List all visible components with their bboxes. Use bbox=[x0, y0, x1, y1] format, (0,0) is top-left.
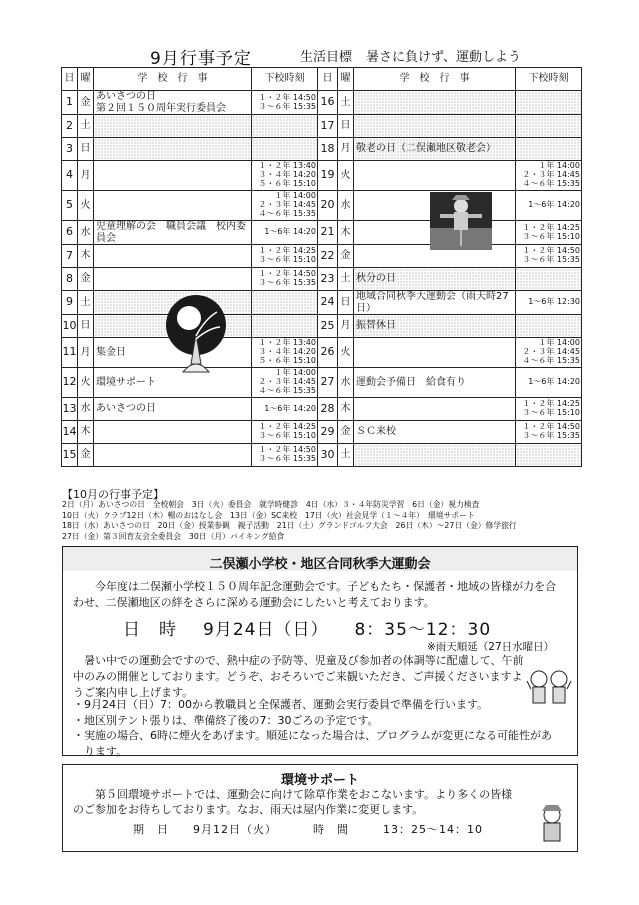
day-number: 21 bbox=[318, 221, 338, 245]
day-number: 9 bbox=[62, 291, 78, 315]
table-row bbox=[62, 161, 582, 191]
event-cell bbox=[354, 398, 516, 421]
table-row bbox=[62, 221, 582, 245]
event-cell: 敬老の日（二俣瀬地区敬老会） bbox=[354, 138, 516, 161]
monthly-goal bbox=[300, 46, 535, 65]
table-row bbox=[62, 398, 582, 421]
list-item: ・実施の場合、6時に煙火をあげます。順延になった場合は、プログラムが変更になる可能性があります。 bbox=[73, 729, 553, 758]
weekday: 水 bbox=[338, 368, 354, 398]
weekday: 火 bbox=[338, 161, 354, 191]
dismissal-time: １・２年 13:40 ３・４年 14:20 ５・６年 15:10 bbox=[252, 338, 318, 368]
list-item: ・地区別テント張りは、準備終了後の7：30ごろの予定です。 bbox=[73, 713, 379, 727]
weekday: 木 bbox=[78, 421, 94, 444]
table-row bbox=[62, 191, 582, 221]
event-cell: 児童理解の会 職員会議 校内委員会 bbox=[94, 221, 252, 245]
weekday: 月 bbox=[338, 315, 354, 338]
col-time: 下校時刻 bbox=[252, 68, 318, 91]
dismissal-time: １年 14:00 ２・３年 14:45 ４～６年 15:35 bbox=[252, 191, 318, 221]
dismissal-time bbox=[516, 315, 582, 338]
dismissal-time: 1～6年 12:30 bbox=[516, 291, 582, 315]
weekday: 日 bbox=[338, 291, 354, 315]
date-day: 9月24日（日） bbox=[203, 620, 329, 640]
day-number: 4 bbox=[62, 161, 78, 191]
day-number: 6 bbox=[62, 221, 78, 245]
weekday: 土 bbox=[338, 268, 354, 291]
event-cell bbox=[94, 245, 252, 268]
day-number: 7 bbox=[62, 245, 78, 268]
dismissal-time: 1～6年 14:20 bbox=[516, 368, 582, 398]
gardener-illustration bbox=[535, 803, 569, 847]
table-row bbox=[62, 115, 582, 138]
event-cell bbox=[94, 444, 252, 467]
event-cell bbox=[94, 191, 252, 221]
schedule-table bbox=[61, 67, 582, 467]
dismissal-time: 1～6年 14:20 bbox=[252, 221, 318, 245]
dismissal-time bbox=[252, 291, 318, 315]
dismissal-time bbox=[516, 268, 582, 291]
weekday: 木 bbox=[78, 245, 94, 268]
weekday: 日 bbox=[78, 315, 94, 338]
event-cell bbox=[94, 268, 252, 291]
weekday: 火 bbox=[78, 191, 94, 221]
dismissal-time: １・２年 14:25 ３～６年 15:10 bbox=[516, 221, 582, 245]
day-number: 10 bbox=[62, 315, 78, 338]
weekday: 金 bbox=[338, 245, 354, 268]
day-number: 22 bbox=[318, 245, 338, 268]
list-item: ・9月24日（日）7：00から教職員と全保護者、運動会実行委員で準備を行います。 bbox=[73, 698, 489, 711]
october-line: 18日（水）あいさつの日 20日（金）授業参観 親子活動 21日（土）グランドゴルフ大会 26日（木）～27日（金）修学旅行 bbox=[62, 521, 517, 530]
day-number: 5 bbox=[62, 191, 78, 221]
dismissal-time: １・２年 14:25 ３～６年 15:10 bbox=[252, 245, 318, 268]
scarecrow-illustration bbox=[430, 192, 492, 250]
event-cell bbox=[94, 138, 252, 161]
environment-body: 第５回環境サポートでは、運動会に向けて除草作業をおこないます。より多くの皆様のご参加をお待ちしております。なお、雨天は屋内作業に変更します。 bbox=[73, 788, 513, 816]
table-row bbox=[62, 338, 582, 368]
dismissal-time: １・２年 13:40 ３・４年 14:20 ５・６年 15:10 bbox=[252, 161, 318, 191]
goal-text: 暑さに負けず、運動しよう bbox=[366, 50, 521, 65]
event-cell: 地域合同秋季大運動会（雨天時27日） bbox=[354, 291, 516, 315]
weekday: 金 bbox=[78, 91, 94, 115]
event-cell: 集金日 bbox=[94, 338, 252, 368]
event-cell: 環境サポート bbox=[94, 368, 252, 398]
weekday: 日 bbox=[78, 138, 94, 161]
weekday: 金 bbox=[78, 268, 94, 291]
event-cell: 秋分の日 bbox=[354, 268, 516, 291]
dismissal-time: 1～6年 14:20 bbox=[252, 398, 318, 421]
dismissal-time bbox=[516, 138, 582, 161]
col-event: 学 校 行 事 bbox=[94, 68, 252, 91]
col-day: 日 bbox=[318, 68, 338, 91]
event-cell: 運動会予備日 給食有り bbox=[354, 368, 516, 398]
table-row bbox=[62, 368, 582, 398]
weekday: 火 bbox=[78, 368, 94, 398]
sports-day-bullets bbox=[73, 697, 553, 759]
weekday: 木 bbox=[338, 398, 354, 421]
day-number: 27 bbox=[318, 368, 338, 398]
weekday: 金 bbox=[78, 444, 94, 467]
day-number: 23 bbox=[318, 268, 338, 291]
event-cell: あいさつの日 bbox=[94, 398, 252, 421]
day-number: 11 bbox=[62, 338, 78, 368]
october-line: 10日（火）クラブ12日（木）暢のおはなし会 13日（金）SC来校 17日（火）社会見学（１～４年） 環境サポート bbox=[62, 510, 475, 520]
sports-day-intro: 今年度は二俣瀬小学校１５０周年記念運動会です。子どもたち・保護者・地域の皆様が力を合わせ、二俣瀬地区の絆をさらに深める運動会にしたいと考えております。 bbox=[73, 580, 557, 609]
event-cell bbox=[354, 444, 516, 467]
event-cell: 振替休日 bbox=[354, 315, 516, 338]
environment-support-notice bbox=[62, 764, 578, 852]
event-cell bbox=[354, 91, 516, 115]
dismissal-time bbox=[516, 91, 582, 115]
page-title: 9月行事予定 bbox=[150, 49, 252, 69]
weekday: 月 bbox=[78, 161, 94, 191]
dismissal-time: １年 14:00 ２・３年 14:45 ４～６年 15:35 bbox=[516, 338, 582, 368]
weekday: 日 bbox=[338, 115, 354, 138]
day-number: 16 bbox=[318, 91, 338, 115]
weekday: 木 bbox=[338, 221, 354, 245]
day-number: 18 bbox=[318, 138, 338, 161]
weekday: 土 bbox=[338, 91, 354, 115]
table-header bbox=[62, 68, 582, 91]
table-row bbox=[62, 421, 582, 444]
table-row bbox=[62, 138, 582, 161]
dismissal-time bbox=[516, 444, 582, 467]
table-row bbox=[62, 245, 582, 268]
day-number: 19 bbox=[318, 161, 338, 191]
table-row bbox=[62, 91, 582, 115]
day-number: 14 bbox=[62, 421, 78, 444]
day-number: 30 bbox=[318, 444, 338, 467]
dismissal-time: １・２年 14:50 ３～６年 15:35 bbox=[252, 444, 318, 467]
table-row bbox=[62, 291, 582, 315]
day-number: 28 bbox=[318, 398, 338, 421]
env-time-label: 時 間 bbox=[313, 823, 349, 836]
env-date-value: 9月12日（火） bbox=[193, 823, 277, 836]
weekday: 土 bbox=[338, 444, 354, 467]
dismissal-time bbox=[252, 115, 318, 138]
day-number: 15 bbox=[62, 444, 78, 467]
event-cell: あいさつの日 第２回１５０周年実行委員会 bbox=[94, 91, 252, 115]
dismissal-time bbox=[516, 115, 582, 138]
env-time-value: 13：25～14：10 bbox=[383, 823, 483, 836]
dismissal-time: １・２年 14:50 ３～６年 15:35 bbox=[252, 91, 318, 115]
col-weekday: 曜 bbox=[338, 68, 354, 91]
sports-day-body: 暑い中での運動会ですので、熱中症の予防等、児童及び参加者の体調等に配慮して、午前中のみの開催としております。どうぞ、おそろいでご来観いただき、ご声援くださいますようご案内申し上げます。 bbox=[73, 654, 524, 699]
col-event: 学 校 行 事 bbox=[354, 68, 516, 91]
weekday: 土 bbox=[78, 115, 94, 138]
event-cell bbox=[94, 161, 252, 191]
goal-label: 生活目標 bbox=[300, 50, 353, 65]
weekday: 金 bbox=[338, 421, 354, 444]
date-label: 日 時 bbox=[123, 620, 177, 640]
col-time: 下校時刻 bbox=[516, 68, 582, 91]
event-cell: ＳＣ来校 bbox=[354, 421, 516, 444]
dismissal-time: １・２年 14:25 ３～６年 15:10 bbox=[252, 421, 318, 444]
col-weekday: 曜 bbox=[78, 68, 94, 91]
cheering-kids-illustration bbox=[525, 665, 573, 713]
weekday: 月 bbox=[78, 338, 94, 368]
day-number: 2 bbox=[62, 115, 78, 138]
dismissal-time: １年 14:00 ２・３年 14:45 ４～６年 15:35 bbox=[252, 368, 318, 398]
weekday: 火 bbox=[338, 338, 354, 368]
col-day: 日 bbox=[62, 68, 78, 91]
october-line: 27日（金）第３回育友会全委員会 30日（月）バイキング給食 bbox=[62, 531, 285, 541]
event-cell bbox=[94, 115, 252, 138]
sports-day-notice bbox=[62, 546, 578, 756]
event-cell bbox=[354, 338, 516, 368]
environment-title: 環境サポート bbox=[280, 773, 359, 788]
weekday: 土 bbox=[78, 291, 94, 315]
day-number: 12 bbox=[62, 368, 78, 398]
day-number: 17 bbox=[318, 115, 338, 138]
event-cell bbox=[354, 161, 516, 191]
october-title: 【10月の行事予定】 bbox=[62, 488, 164, 501]
day-number: 3 bbox=[62, 138, 78, 161]
dismissal-time bbox=[252, 315, 318, 338]
weekday: 水 bbox=[338, 191, 354, 221]
event-cell bbox=[354, 115, 516, 138]
table-row bbox=[62, 315, 582, 338]
day-number: 24 bbox=[318, 291, 338, 315]
moon-illustration bbox=[165, 294, 227, 376]
weekday: 水 bbox=[78, 398, 94, 421]
day-number: 1 bbox=[62, 91, 78, 115]
day-number: 13 bbox=[62, 398, 78, 421]
rain-note: ※雨天順延（27日水曜日） bbox=[427, 641, 555, 653]
date-time: 8：35～12：30 bbox=[354, 620, 492, 640]
table-row bbox=[62, 268, 582, 291]
dismissal-time: １・２年 14:25 ３～６年 15:10 bbox=[516, 398, 582, 421]
day-number: 26 bbox=[318, 338, 338, 368]
dismissal-time bbox=[252, 138, 318, 161]
dismissal-time: １・２年 14:50 ３～６年 15:35 bbox=[252, 268, 318, 291]
day-number: 8 bbox=[62, 268, 78, 291]
event-cell bbox=[94, 421, 252, 444]
day-number: 29 bbox=[318, 421, 338, 444]
environment-schedule bbox=[133, 821, 483, 837]
sports-day-datetime bbox=[123, 615, 491, 640]
weekday: 水 bbox=[78, 221, 94, 245]
october-schedule bbox=[62, 500, 582, 542]
day-number: 20 bbox=[318, 191, 338, 221]
env-date-label: 期 日 bbox=[133, 823, 169, 836]
day-number: 25 bbox=[318, 315, 338, 338]
dismissal-time: １・２年 14:50 ３～６年 15:35 bbox=[516, 421, 582, 444]
dismissal-time: １・２年 14:50 ３～６年 15:35 bbox=[516, 245, 582, 268]
dismissal-time: 1～6年 14:20 bbox=[516, 191, 582, 221]
october-line: 2日（月）あいさつの日 全校朝会 3日（火）委員会 就学時健診 4日（水）３・４年防災学習 6日（金）視力検査 bbox=[62, 500, 480, 509]
table-row bbox=[62, 444, 582, 467]
weekday: 月 bbox=[338, 138, 354, 161]
sports-day-title: 二俣瀬小学校・地区合同秋季大運動会 bbox=[209, 557, 431, 572]
dismissal-time: １年 14:00 ２・３年 14:45 ４～６年 15:35 bbox=[516, 161, 582, 191]
